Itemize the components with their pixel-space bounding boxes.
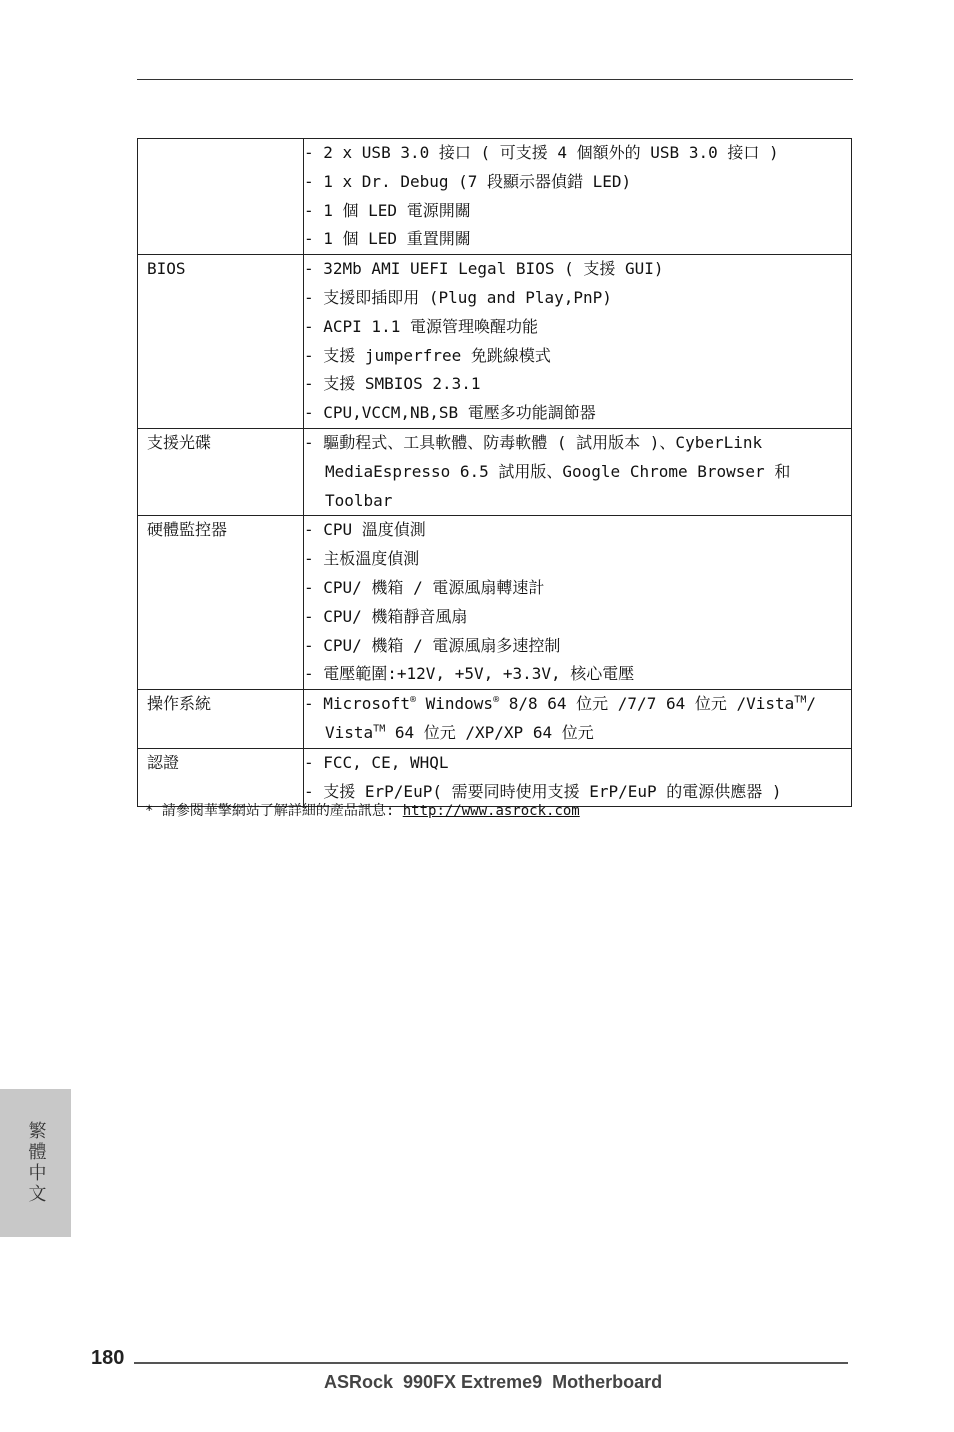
spec-line: - 電壓範圍:+12V, +5V, +3.3V, 核心電壓 xyxy=(304,664,635,684)
website-link[interactable]: http://www.asrock.com xyxy=(402,803,580,819)
footnote-text: * 請參閱華擎網站了解詳細的產品訊息: xyxy=(145,803,395,819)
language-tab xyxy=(0,1089,71,1237)
footer-rule xyxy=(134,1362,848,1364)
registered-mark: ® xyxy=(409,694,416,706)
spec-line: - 32Mb AMI UEFI Legal BIOS ( 支援 GUI) xyxy=(304,259,664,279)
row-value xyxy=(304,428,852,515)
spec-line: - ACPI 1.1 電源管理喚醒功能 xyxy=(304,316,538,336)
spec-line: - Microsoft® Windows® 8/8 64 位元 /7/7 64 位元 /Vista™/ xyxy=(304,694,816,714)
spec-line: MediaEspresso 6.5 試用版、Google Chrome Browser 和 xyxy=(325,461,791,481)
spec-line: Toolbar xyxy=(325,490,393,510)
row-label: 操作系統 xyxy=(138,690,304,749)
spec-line: - CPU/ 機箱 / 電源風扇轉速計 xyxy=(304,577,545,597)
spec-line: - 支援 ErP/EuP( 需要同時使用支援 ErP/EuP 的電源供應器 ) xyxy=(304,781,782,801)
trademark-mark: TM xyxy=(373,723,386,735)
row-value xyxy=(304,690,852,749)
row-value xyxy=(304,748,852,807)
spec-line: - 2 x USB 3.0 接口 ( 可支援 4 個額外的 USB 3.0 接口 ) xyxy=(304,143,779,162)
footnote xyxy=(145,800,580,820)
spec-line: - FCC, CE, WHQL xyxy=(304,752,449,772)
spec-line: - 支援即插即用 (Plug and Play,PnP) xyxy=(304,287,612,307)
row-label: 支援光碟 xyxy=(138,428,304,515)
row-label: BIOS xyxy=(138,255,304,429)
footer-title: ASRock 990FX Extreme9 Motherboard xyxy=(324,1372,663,1392)
table-row xyxy=(138,139,852,255)
spec-line: - CPU 溫度偵測 xyxy=(304,520,426,540)
spec-line: - 支援 SMBIOS 2.3.1 xyxy=(304,374,481,394)
spec-line: - 主板溫度偵測 xyxy=(304,549,420,569)
spec-table xyxy=(137,138,852,807)
spec-line: - 支援 jumperfree 免跳線模式 xyxy=(304,345,551,365)
row-value xyxy=(304,516,852,690)
table-row xyxy=(138,748,852,807)
spec-line: - 1 個 LED 電源開關 xyxy=(304,200,471,220)
spec-line: - CPU/ 機箱 / 電源風扇多速控制 xyxy=(304,635,561,655)
row-label xyxy=(138,139,304,255)
spec-line: - 1 個 LED 重置開關 xyxy=(304,229,471,249)
spec-line: - CPU/ 機箱靜音風扇 xyxy=(304,606,468,626)
table-row xyxy=(138,690,852,749)
spec-line: - CPU,VCCM,NB,SB 電壓多功能調節器 xyxy=(304,403,596,423)
spec-line: Vista™ 64 位元 /XP/XP 64 位元 xyxy=(325,722,594,742)
registered-mark: ® xyxy=(493,694,500,706)
row-value xyxy=(304,139,852,255)
spec-line: - 驅動程式、工具軟體、防毒軟體 ( 試用版本 )、CyberLink xyxy=(304,432,763,452)
trademark-mark: TM xyxy=(794,694,807,706)
language-tab-label: 繁體中文 xyxy=(25,1121,47,1205)
page-number: 180 xyxy=(91,1347,125,1369)
row-value xyxy=(304,255,852,429)
row-label: 硬體監控器 xyxy=(138,516,304,690)
header-rule xyxy=(137,79,853,80)
table-row xyxy=(138,255,852,429)
table-row xyxy=(138,516,852,690)
spec-line: - 1 x Dr. Debug (7 段顯示器偵錯 LED) xyxy=(304,171,632,191)
row-label: 認證 xyxy=(138,748,304,807)
table-row xyxy=(138,428,852,515)
